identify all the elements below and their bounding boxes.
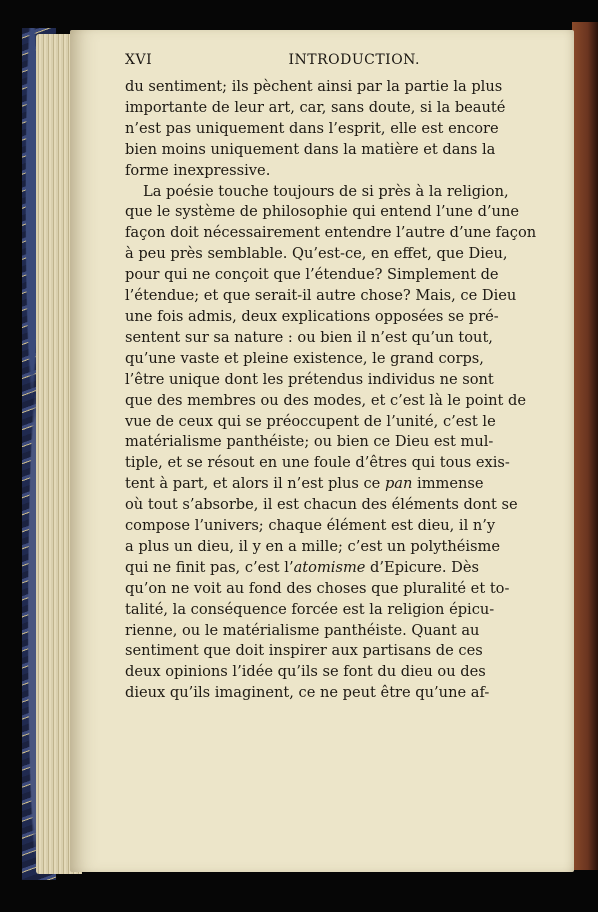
italic-word: pan: [384, 475, 413, 493]
text-line: que des membres ou des modes, et c’est là le point de: [125, 391, 527, 409]
text-line: La poésie touche toujours de si près à la religion,: [143, 182, 509, 200]
text-fragment: qui ne finit pas, c’est l’: [125, 558, 294, 576]
facing-cover-edge: [572, 22, 598, 870]
body-text: [125, 77, 537, 704]
text-line: [125, 558, 479, 579]
text-line: sentiment que doit inspirer aux partisans de ces: [125, 642, 483, 660]
text-line: pour qui ne conçoit que l’étendue? Simplement de: [125, 266, 499, 284]
text-fragment: d’Epicure. Dès: [365, 558, 479, 576]
page-number: XVI: [125, 52, 153, 68]
text-fragment: immense: [412, 475, 484, 493]
text-line: l’être unique dont les prétendus individus ne sont: [125, 370, 494, 388]
text-line: a plus un dieu, il y en a mille; c’est un polythéisme: [125, 537, 500, 555]
running-title: INTRODUCTION.: [288, 52, 420, 68]
text-line: talité, la conséquence forcée est la religion épicu-: [125, 600, 495, 618]
text-line: que le système de philosophie qui entend l’une d’une: [125, 203, 519, 221]
text-line: à peu près semblable. Qu’est-ce, en effet, que Dieu,: [125, 245, 508, 263]
text-line: dieux qu’ils imaginent, ce ne peut être qu’une af-: [125, 684, 490, 702]
text-line: où tout s’absorbe, il est chacun des éléments dont se: [125, 496, 518, 514]
text-line: sentent sur sa nature : ou bien il n’est qu’un tout,: [125, 328, 493, 346]
text-line: importante de leur art, car, sans doute, si la beauté: [125, 98, 506, 116]
text-line: compose l’univers; chaque élément est dieu, il n’y: [125, 517, 496, 535]
text-line: tiple, et se résout en une foule d’êtres qui tous exis-: [125, 454, 510, 472]
text-line: forme inexpressive.: [125, 161, 271, 179]
italic-word: atomisme: [293, 558, 366, 576]
text-line: l’étendue; et que serait-il autre chose? Mais, ce Dieu: [125, 287, 517, 305]
text-line: qu’on ne voit au fond des choses que pluralité et to-: [125, 579, 510, 597]
text-line: rienne, ou le matérialisme panthéiste. Quant au: [125, 621, 480, 639]
text-fragment: tent à part, et alors il n’est plus ce: [125, 475, 385, 493]
text-line: qu’une vaste et pleine existence, le grand corps,: [125, 349, 484, 367]
text-line: bien moins uniquement dans la matière et dans la: [125, 140, 496, 158]
text-line: deux opinions l’idée qu’ils se font du dieu ou des: [125, 663, 486, 681]
text-line: une fois admis, deux explications opposées se pré-: [125, 307, 499, 325]
text-line: n’est pas uniquement dans l’esprit, elle est encore: [125, 119, 499, 137]
text-line: du sentiment; ils pèchent ainsi par la partie la plus: [125, 78, 503, 95]
text-line: matérialisme panthéiste; ou bien ce Dieu est mul-: [125, 433, 494, 451]
text-line: façon doit nécessairement entendre l’autre d’une façon: [125, 224, 537, 242]
text-line: [125, 474, 484, 495]
text-line: vue de ceux qui se préoccupent de l’unité, c’est le: [125, 412, 496, 430]
